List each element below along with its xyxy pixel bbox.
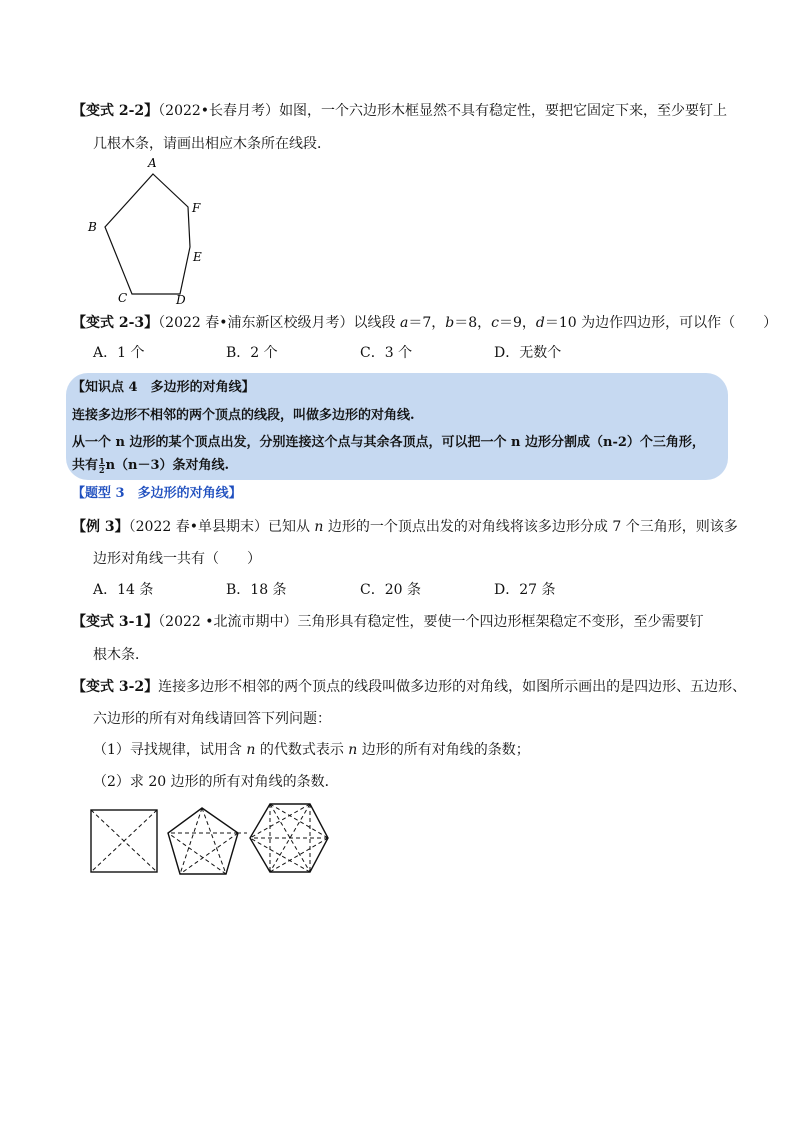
- type3-title: 【题型 3 多边形的对角线】: [72, 486, 242, 501]
- v32-q1-c: 边形的所有对角线的条数；: [357, 742, 530, 758]
- frac-denominator: 2: [99, 465, 105, 475]
- v23-option-b: B．2 个: [226, 345, 278, 361]
- v23-val-c: ＝9，: [498, 315, 536, 331]
- hexagon-with-diagonals: [250, 804, 328, 872]
- ex3-option-c: C．20 条: [360, 582, 421, 598]
- var-n-2: n: [348, 742, 358, 758]
- kp4-line2: 从一个 n 边形的某个顶点出发，分别连接这个点与其余各顶点，可以把一个 n 边形分割成（n-2）个三角形，: [72, 435, 705, 450]
- v31-line1: [72, 612, 704, 632]
- ex3-option-a: A．14 条: [93, 582, 154, 598]
- var-a: a: [399, 315, 409, 331]
- v31-text1: 三角形具有稳定性，要使一个四边形框架稳定不变形，至少需要钉: [297, 614, 704, 630]
- ex3-line1: [72, 517, 738, 537]
- v23-tag: 【变式 2-3】: [72, 315, 159, 331]
- kp4-line3-post: n（n－3）条对角线.: [105, 458, 230, 473]
- v22-source: （2022•长春月考）: [158, 103, 280, 119]
- frac-numerator: 1: [99, 456, 105, 466]
- v32-line1: [72, 677, 746, 697]
- pentagon-with-diagonals: [168, 808, 238, 874]
- v32-q1-a: （1）寻找规律，试用含: [93, 742, 247, 758]
- v23-source: （2022 春•浦东新区校级月考）: [158, 315, 354, 331]
- v23-option-c: C．3 个: [360, 345, 413, 361]
- v31-source: （2022 •北流市期中）: [158, 614, 298, 630]
- label-A: A: [148, 156, 157, 170]
- v23-val-b: ＝8，: [454, 315, 492, 331]
- kp4-line1: 连接多边形不相邻的两个顶点的线段，叫做多边形的对角线.: [72, 408, 415, 423]
- kp4-title: 【知识点 4 多边形的对角线】: [72, 380, 255, 395]
- v32-text1: 连接多边形不相邻的两个顶点的线段叫做多边形的对角线，如图所示画出的是四边形、五边形、: [158, 679, 747, 695]
- v23-option-d: D．无数个: [494, 345, 562, 361]
- v31-line2: 根木条．: [93, 647, 149, 663]
- label-F: F: [192, 201, 201, 215]
- square-with-diagonals: [91, 810, 157, 872]
- label-C: C: [118, 291, 128, 305]
- ex3-line1-b: 边形的一个顶点出发的对角线将该多边形分成 7 个三角形，则该多: [323, 519, 738, 535]
- var-n: n: [314, 519, 324, 535]
- v32-line2: 六边形的所有对角线请回答下列问题：: [93, 711, 331, 727]
- kp4-line3-pre: 共有: [72, 458, 99, 473]
- v22-line1: [72, 101, 727, 121]
- var-c: c: [491, 315, 499, 331]
- v22-tag: 【变式 2-2】: [72, 103, 159, 119]
- var-b: b: [445, 315, 455, 331]
- hexagon-figure: [84, 155, 214, 310]
- v31-tag: 【变式 3-1】: [72, 614, 159, 630]
- hexagon-shape: [105, 174, 190, 294]
- label-B: B: [88, 220, 97, 234]
- label-E: E: [193, 250, 202, 264]
- polygon-diagonals-figure: [88, 800, 338, 878]
- v23-text-a: 以线段: [353, 315, 400, 331]
- ex3-option-b: B．18 条: [226, 582, 287, 598]
- var-n-1: n: [246, 742, 256, 758]
- kp4-line3: [72, 457, 229, 475]
- v23-option-a: A．1 个: [93, 345, 145, 361]
- v23-val-d: ＝10 为边作四边形，可以作（ ）: [544, 315, 778, 331]
- v22-line2: 几根木条，请画出相应木条所在线段．: [93, 136, 331, 152]
- ex3-line2: 边形对角线一共有（ ）: [93, 551, 261, 567]
- v32-q1-b: 的代数式表示: [255, 742, 349, 758]
- fraction-half: [99, 457, 105, 474]
- v32-tag: 【变式 3-2】: [72, 679, 159, 695]
- label-D: D: [176, 293, 186, 307]
- ex3-tag: 【例 3】: [72, 519, 129, 535]
- v22-text1: 如图，一个六边形木框显然不具有稳定性，要把它固定下来，至少要钉上: [279, 103, 728, 119]
- ex3-source: （2022 春•单县期末）: [128, 519, 268, 535]
- v23-val-a: ＝7，: [408, 315, 446, 331]
- var-d: d: [535, 315, 545, 331]
- v32-q2: （2）求 20 边形的所有对角线的条数．: [93, 774, 339, 790]
- ex3-line1-a: 已知从: [267, 519, 315, 535]
- v32-q1: [93, 740, 530, 760]
- ex3-option-d: D．27 条: [494, 582, 556, 598]
- v23-line1: [72, 313, 777, 333]
